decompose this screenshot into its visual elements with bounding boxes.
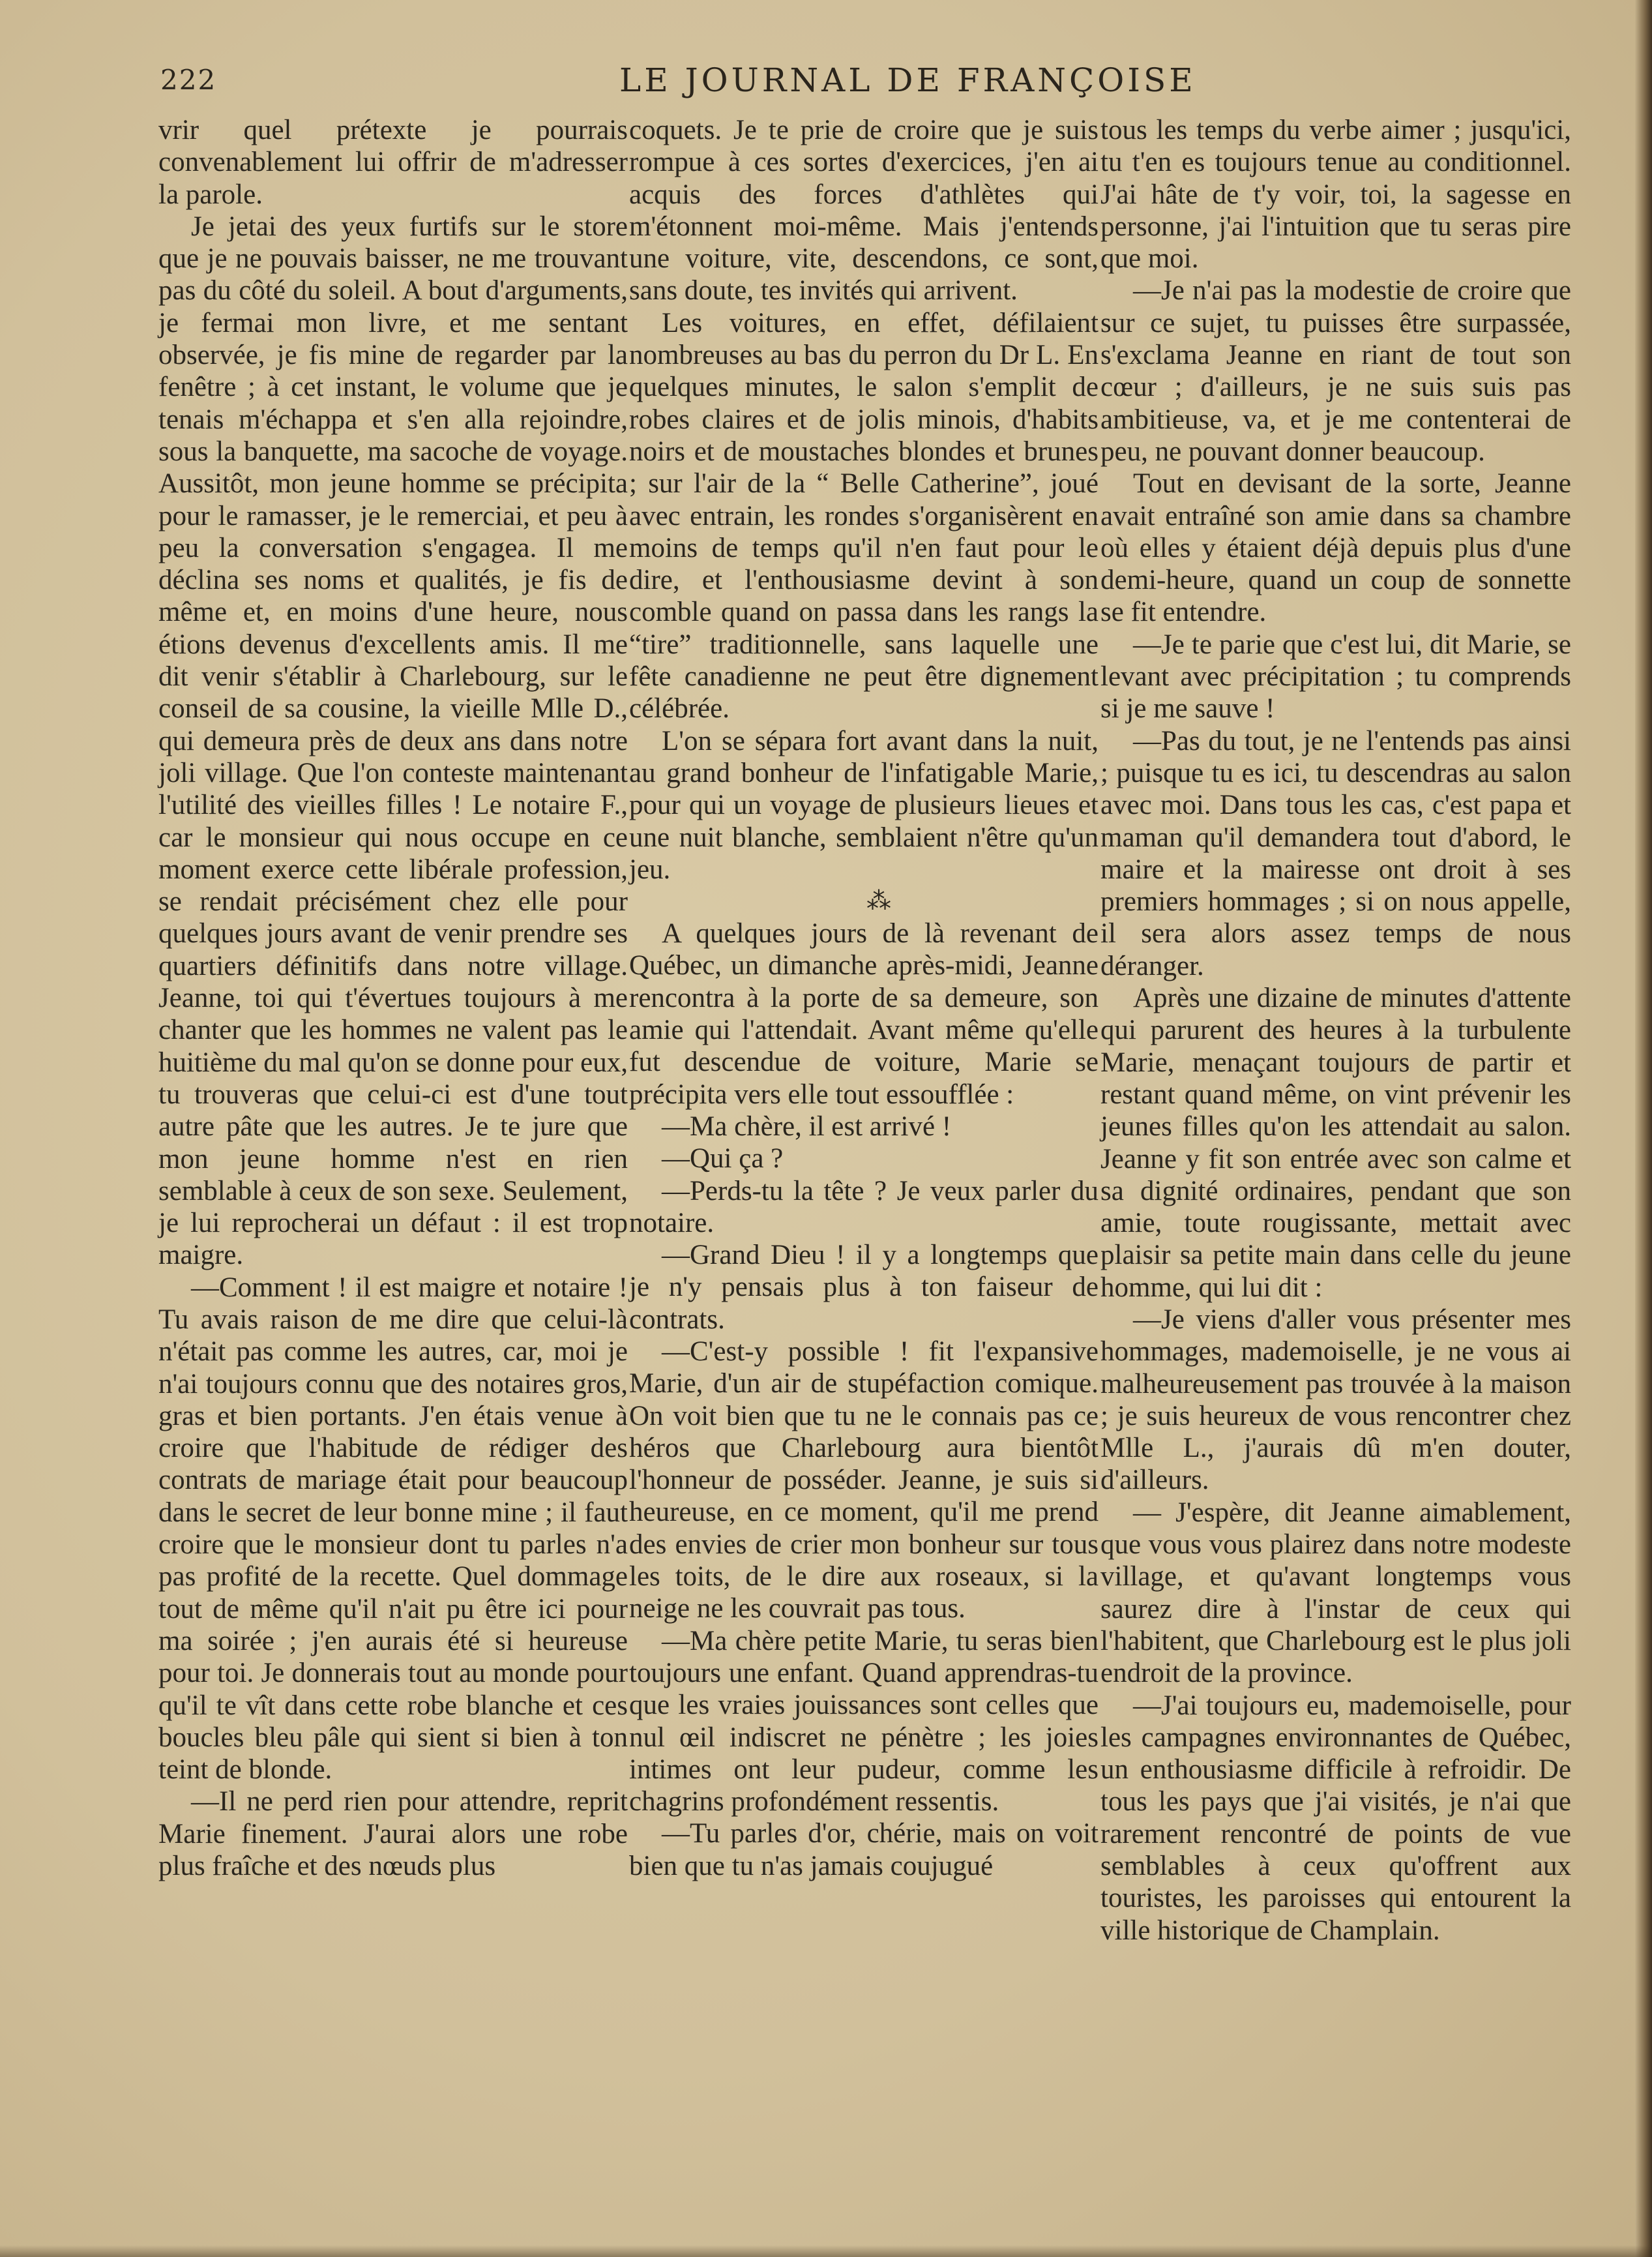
text-column-3 xyxy=(1100,114,1571,1947)
paragraph: —J'ai toujours eu, mademoiselle, pour les campagnes environnantes de Québec, un enthousiasme difficile à refroidir. De tous les pays que j'ai visités, je n'ai que rarement rencontré de points de vue semblables à ceux qu'offrent aux touristes, les paroisses qui entourent la ville historique de Champlain. xyxy=(1100,1690,1571,1946)
paragraph: —Je viens d'aller vous présenter mes hommages, mademoiselle, je ne vous ai malheureusement pas trouvée à la maison ; je suis heureux de vous rencontrer chez Mlle L., j'aurais dû m'en douter, d'ailleurs. xyxy=(1100,1304,1571,1496)
paragraph: —Qui ça ? xyxy=(662,1143,784,1174)
page-bottom-shadow xyxy=(0,2245,1652,2257)
paragraph: —Ma chère petite Marie, tu seras bien toujours une enfant. Quand apprendras-tu que les vraies jouissances sont celles que nul œil indiscret ne pénètre ; les joies intimes ont leur pudeur, comme les chagrins profondément ressentis. xyxy=(629,1625,1099,1817)
page-number: 222 xyxy=(160,64,217,96)
paragraph: A quelques jours de là revenant de Québec, un dimanche après-midi, Jeanne rencontra à la porte de sa demeure, son amie qui l'attendait. Avant même qu'elle fut descendue de voiture, Marie se précipita vers elle tout essoufflée : xyxy=(629,918,1099,1110)
paragraph: —Grand Dieu ! il y a longtemps que je n'y pensais plus à ton faiseur de contrats. xyxy=(629,1240,1099,1335)
running-title: LE JOURNAL DE FRANÇOISE xyxy=(619,61,1196,99)
paragraph: Après une dizaine de minutes d'attente qui parurent des heures à la turbulente Marie, menaçant toujours de partir et restant quand même, on vint prévenir les jeunes filles qu'on les attendait au salon. Jeanne y fit son entrée avec son calme et sa dignité ordinaires, pendant que son amie, toute rougissante, mettait avec plaisir sa petite main dans celle du jeune homme, qui lui dit : xyxy=(1100,983,1571,1303)
paragraph: —C'est-y possible ! fit l'expansive Marie, d'un air de stupéfaction comique. On voit bien que tu ne le connais pas ce héros que Charlebourg aura bientôt l'honneur de posséder. Jeanne, je suis si heureuse, en ce moment, qu'il me prend des envies de crier mon bonheur sur tous les toits, de le dire aux roseaux, si la neige ne les couvrait pas tous. xyxy=(629,1336,1099,1624)
section-break-asterism: ⁂ xyxy=(866,888,894,916)
text-column-1 xyxy=(158,114,628,1882)
paragraph: —Il ne perd rien pour attendre, reprit Marie finement. J'aurai alors une robe plus fraîche et des nœuds plus xyxy=(158,1786,628,1882)
paragraph: —Tu parles d'or, chérie, mais on voit bien que tu n'as jamais coujugué xyxy=(629,1818,1099,1881)
paragraph: Je jetai des yeux furtifs sur le store que je ne pouvais baisser, ne me trouvant pas du côté du soleil. A bout d'arguments, je fermai mon livre, et me sentant observée, je fis mine de regarder par la fenêtre ; à cet instant, le volume que je tenais m'échappa et s'en alla rejoindre, sous la banquette, ma sacoche de voyage. Aussitôt, mon jeune homme se précipita pour le ramasser, je le remerciai, et peu à peu la conversation s'engagea. Il me déclina ses noms et qualités, je fis de même et, en moins d'une heure, nous étions devenus d'excellents amis. Il me dit venir s'établir à Charlebourg, sur le conseil de sa cousine, la vieille Mlle D., qui demeura près de deux ans dans notre joli village. Que l'on conteste maintenant l'utilité des vieilles filles ! Le notaire F., car le monsieur qui nous occupe en ce moment exerce cette libérale profession, se rendait précisément chez elle pour quelques jours avant de venir prendre ses quartiers définitifs dans notre village. Jeanne, toi qui t'évertues toujours à me chanter que les hommes ne valent pas le huitième du mal qu'on se donne pour eux, tu trouveras que celui-ci est d'une tout autre pâte que les autres. Je te jure que mon jeune homme n'est en rien semblable à ceux de son sexe. Seulement, je lui reprocherai un défaut : il est trop maigre. xyxy=(158,211,628,1271)
paragraph: tous les temps du verbe aimer ; jusqu'ici, tu t'en es toujours tenue au conditionnel. J'ai hâte de t'y voir, toi, la sagesse en personne, j'ai l'intuition que tu seras pire que moi. xyxy=(1100,115,1571,275)
paragraph: —Perds-tu la tête ? Je veux parler du notaire. xyxy=(629,1175,1099,1238)
page-header xyxy=(0,57,1652,110)
paragraph: —Comment ! il est maigre et notaire ! Tu avais raison de me dire que celui-là n'était pas comme les autres, car, moi je n'ai toujours connu que des notaires gros, gras et bien portants. J'en étais venue à croire que l'habitude de rédiger des contrats de mariage était pour beaucoup dans le secret de leur bonne mine ; il faut croire que le monsieur dont tu parles n'a pas profité de la recette. Quel dommage tout de même qu'il n'ait pu être ici pour ma soirée ; j'en aurais été si heureuse pour toi. Je donnerais tout au monde pour qu'il te vît dans cette robe blanche et ces boucles bleu pâle qui sient si bien à ton teint de blonde. xyxy=(158,1272,628,1786)
paragraph: vrir quel prétexte je pourrais convenablement lui offrir de m'adresser la parole. xyxy=(158,115,628,210)
paragraph: —Je n'ai pas la modestie de croire que sur ce sujet, tu puisses être surpassée, s'exclama Jeanne en riant de tout son cœur ; d'ailleurs, je ne suis suis pas ambitieuse, va, et je me contenterai de peu, ne pouvant donner beaucoup. xyxy=(1100,275,1571,467)
page-edge-shadow xyxy=(1635,0,1652,2257)
paragraph: Les voitures, en effet, défilaient nombreuses au bas du perron du Dr L. En quelques minutes, le salon s'emplit de robes claires et de jolis minois, d'habits noirs et de moustaches blondes et brunes ; sur l'air de la “ Belle Catherine”, joué avec entrain, les rondes s'organisèrent en moins de temps qu'il n'en faut pour le dire, et l'enthousiasme devint à son comble quand on passa dans les rangs la “tire” traditionnelle, sans laquelle une fête canadienne ne peut être dignement célébrée. xyxy=(629,307,1099,725)
paragraph: L'on se sépara fort avant dans la nuit, au grand bonheur de l'infatigable Marie, pour qui un voyage de plusieurs lieues et une nuit blanche, semblaient n'être qu'un jeu. xyxy=(629,725,1099,885)
text-column-2 xyxy=(629,114,1099,1882)
paragraph: —Pas du tout, je ne l'entends pas ainsi ; puisque tu es ici, tu descendras au salon avec moi. Dans tous les cas, c'est papa et maman qu'il demandera tout d'abord, le maire et la mairesse ont droit à ses premiers hommages ; si on nous appelle, il sera alors assez temps de nous déranger. xyxy=(1100,725,1571,981)
paragraph: Tout en devisant de la sorte, Jeanne avait entraîné son amie dans sa chambre où elles y étaient déjà depuis plus d'une demi-heure, quand un coup de sonnette se fit entendre. xyxy=(1100,468,1571,628)
paragraph: coquets. Je te prie de croire que je suis rompue à ces sortes d'exercices, j'en ai acquis des forces d'athlètes qui m'étonnent moi-même. Mais j'entends une voiture, vite, descendons, ce sont, sans doute, tes invités qui arrivent. xyxy=(629,115,1099,306)
paragraph: — J'espère, dit Jeanne aimablement, que vous vous plairez dans notre modeste village, et qu'avant longtemps vous saurez dire à l'instar de ceux qui l'habitent, que Charlebourg est le plus joli endroit de la province. xyxy=(1100,1497,1571,1689)
paragraph: —Je te parie que c'est lui, dit Marie, se levant avec précipitation ; tu comprends si je me sauve ! xyxy=(1100,629,1571,725)
paragraph: —Ma chère, il est arrivé ! xyxy=(662,1111,952,1142)
